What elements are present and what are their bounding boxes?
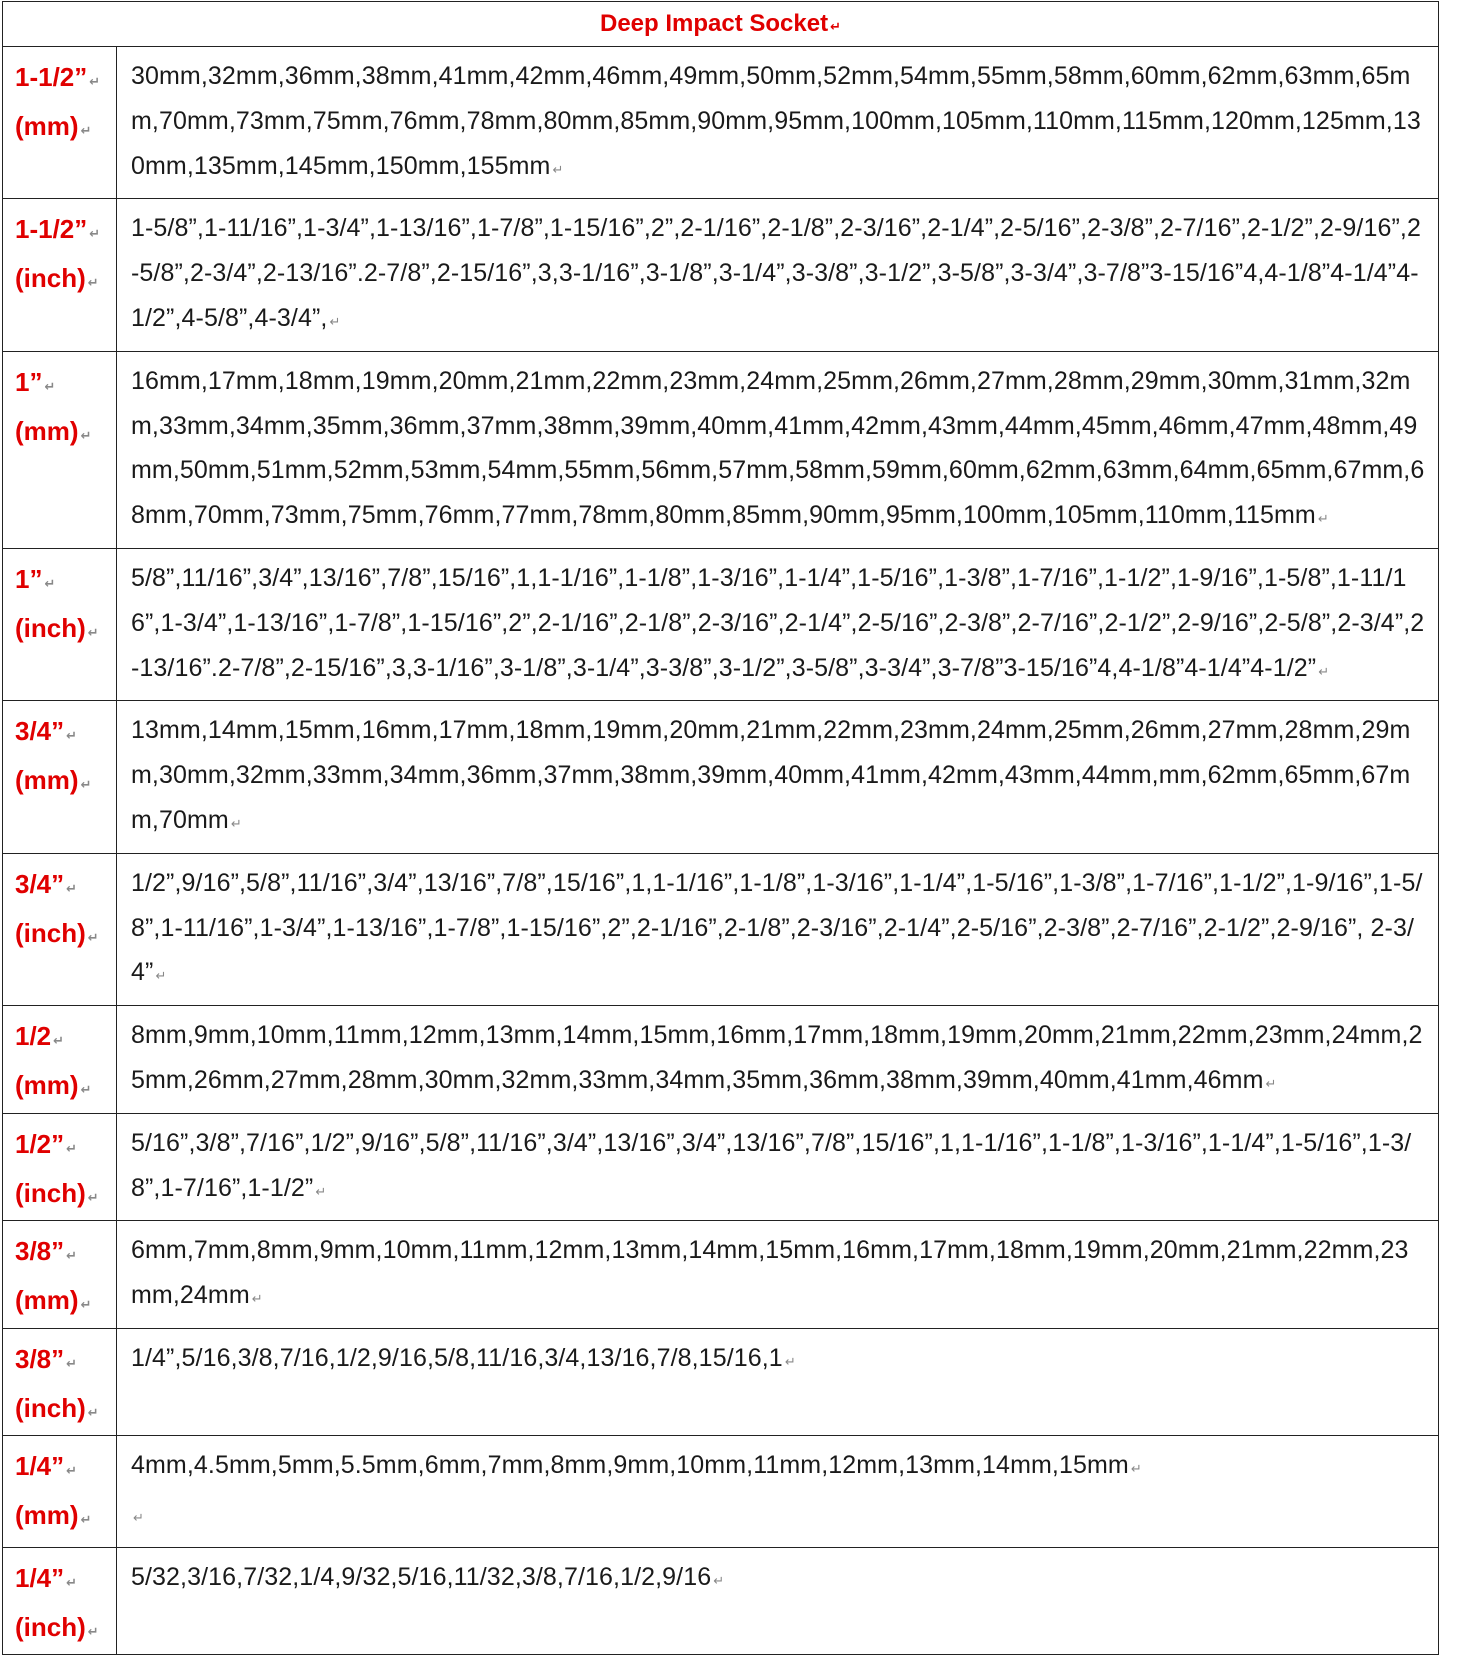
table-row [3, 351, 1439, 548]
drive-size-label: 3/8” ↵ [15, 1236, 78, 1267]
drive-size-cell [3, 1547, 117, 1654]
drive-size-cell [3, 1221, 117, 1329]
paragraph-mark-icon: ↵ [133, 1509, 144, 1525]
sizes-list: 1/4”,5/16,3/8,7/16,1/2,9/16,5/8,11/16,3/4,13/16,7/8,15/16,1 [131, 1343, 783, 1372]
sizes-list: 1-5/8”,1-11/16”,1-3/4”,1-13/16”,1-7/8”,1-15/16”,2”,2-1/16”,2-1/8”,2-3/16”,2-1/4”,2-5/16”,2-3/8”,2-7/16”,2-1/2”,2-9/16”,2-5/8”,2-3/4”,2-13/16”.2-7/8”,2-15/16”,3,3-1/16”,3-1/8”,3-1/4”,3-3/8”,3-1/2”,3-5/8”,3-3/4”,3-7/8”3-15/16”4,4-1/8”4-1/4”4-1/2”,4-5/8”,4-3/4”, [131, 214, 1421, 332]
sizes-list: 5/16”,3/8”,7/16”,1/2”,9/16”,5/8”,11/16”,3/4”,13/16”,3/4”,13/16”,7/8”,15/16”,1,1-1/16”,1-1/8”,1-3/16”,1-1/4”,1-5/16”,1-3/8”,1-7/16”,1-1/2” [131, 1128, 1412, 1202]
unit-label: (mm) ↵ [15, 1285, 92, 1316]
drive-size-label: 1/4” ↵ [15, 1450, 78, 1481]
drive-size-label: 1/4” ↵ [15, 1562, 78, 1593]
unit-label: (inch) ↵ [15, 1177, 99, 1208]
unit-label: (inch) ↵ [15, 612, 99, 643]
sizes-cell: 5/32,3/16,7/32,1/4,9/32,5/16,11/32,3/8,7/16,1/2,9/16 ↵ [117, 1547, 1439, 1654]
sizes-list: 4mm,4.5mm,5mm,5.5mm,6mm,7mm,8mm,9mm,10mm,11mm,12mm,13mm,14mm,15mm [131, 1450, 1129, 1479]
drive-size-cell [3, 1435, 117, 1547]
sizes-cell: 1-5/8”,1-11/16”,1-3/4”,1-13/16”,1-7/8”,1-15/16”,2”,2-1/16”,2-1/8”,2-3/16”,2-1/4”,2-5/16”,2-3/8”,2-7/16”,2-1/2”,2-9/16”,2-5/8”,2-3/4”,2-13/16”.2-7/8”,2-15/16”,3,3-1/16”,3-1/8”,3-1/4”,3-3/8”,3-1/2”,3-5/8”,3-3/4”,3-7/8”3-15/16”4,4-1/8”4-1/4”4-1/2”,4-5/8”,4-3/4”, ↵ [117, 199, 1439, 351]
drive-size-cell [3, 1328, 117, 1435]
drive-size-label: 3/4” ↵ [15, 716, 78, 747]
sizes-list: 13mm,14mm,15mm,16mm,17mm,18mm,19mm,20mm,21mm,22mm,23mm,24mm,25mm,26mm,27mm,28mm,29mm,30mm,32mm,33mm,34mm,36mm,37mm,38mm,39mm,40mm,41mm,42mm,43mm,44mm,mm,62mm,65mm,67mm,70mm [131, 716, 1411, 834]
unit-label: (mm) ↵ [15, 1499, 92, 1530]
sizes-list: 5/32,3/16,7/32,1/4,9/32,5/16,11/32,3/8,7/16,1/2,9/16 [131, 1562, 712, 1591]
sizes-cell: 30mm,32mm,36mm,38mm,41mm,42mm,46mm,49mm,50mm,52mm,54mm,55mm,58mm,60mm,62mm,63mm,65mm,70mm,73mm,75mm,76mm,78mm,80mm,85mm,90mm,95mm,100mm,105mm,110mm,115mm,120mm,125mm,130mm,135mm,145mm,150mm,155mm ↵ [117, 47, 1439, 199]
table-row [3, 548, 1439, 700]
table-row [3, 1547, 1439, 1654]
drive-size-cell [3, 351, 117, 548]
drive-size-label: 1-1/2” ↵ [15, 62, 101, 92]
drive-size-cell [3, 1006, 117, 1114]
drive-size-cell [3, 548, 117, 700]
unit-label: (mm) ↵ [15, 1070, 92, 1101]
drive-size-cell [3, 199, 117, 351]
drive-size-label: 1/2 ↵ [15, 1021, 65, 1052]
unit-label: (mm) ↵ [15, 415, 92, 446]
table-row [3, 1006, 1439, 1114]
sizes-cell: 5/8”,11/16”,3/4”,13/16”,7/8”,15/16”,1,1-1/16”,1-1/8”,1-3/16”,1-1/4”,1-5/16”,1-3/8”,1-7/16”,1-1/2”,1-9/16”,1-5/8”,1-11/16”,1-3/4”,1-13/16”,1-7/8”,1-15/16”,2”,2-1/16”,2-1/8”,2-3/16”,2-1/4”,2-5/16”,2-3/8”,2-7/16”,2-1/2”,2-9/16”,2-5/8”,2-3/4”,2-13/16”.2-7/8”,2-15/16”,3,3-1/16”,3-1/8”,3-1/4”,3-3/8”,3-1/2”,3-5/8”,3-3/4”,3-7/8”3-15/16”4,4-1/8”4-1/4”4-1/2” ↵ [117, 548, 1439, 700]
sizes-list: 16mm,17mm,18mm,19mm,20mm,21mm,22mm,23mm,24mm,25mm,26mm,27mm,28mm,29mm,30mm,31mm,32mm,33mm,34mm,35mm,36mm,37mm,38mm,39mm,40mm,41mm,42mm,43mm,44mm,45mm,46mm,47mm,48mm,49mm,50mm,51mm,52mm,53mm,54mm,55mm,56mm,57mm,58mm,59mm,60mm,62mm,63mm,64mm,65mm,67mm,68mm,70mm,73mm,75mm,76mm,77mm,78mm,80mm,85mm,90mm,95mm,100mm,105mm,110mm,115mm [131, 366, 1425, 530]
table-row [3, 1113, 1439, 1221]
drive-size-label: 1-1/2” ↵ [15, 214, 101, 245]
drive-size-label: 1” ↵ [15, 366, 56, 397]
sizes-list: 6mm,7mm,8mm,9mm,10mm,11mm,12mm,13mm,14mm,15mm,16mm,17mm,18mm,19mm,20mm,21mm,22mm,23mm,24mm [131, 1236, 1409, 1310]
sizes-cell: 8mm,9mm,10mm,11mm,12mm,13mm,14mm,15mm,16mm,17mm,18mm,19mm,20mm,21mm,22mm,23mm,24mm,25mm,26mm,27mm,28mm,30mm,32mm,33mm,34mm,35mm,36mm,38mm,39mm,40mm,41mm,46mm ↵ [117, 1006, 1439, 1114]
table-title-cell [3, 2, 1439, 47]
unit-label: (inch) ↵ [15, 263, 99, 294]
sizes-cell: 13mm,14mm,15mm,16mm,17mm,18mm,19mm,20mm,21mm,22mm,23mm,24mm,25mm,26mm,27mm,28mm,29mm,30mm,32mm,33mm,34mm,36mm,37mm,38mm,39mm,40mm,41mm,42mm,43mm,44mm,mm,62mm,65mm,67mm,70mm ↵ [117, 701, 1439, 853]
deep-impact-socket-table [2, 1, 1439, 1655]
drive-size-cell [3, 701, 117, 853]
sizes-cell: 16mm,17mm,18mm,19mm,20mm,21mm,22mm,23mm,24mm,25mm,26mm,27mm,28mm,29mm,30mm,31mm,32mm,33mm,34mm,35mm,36mm,37mm,38mm,39mm,40mm,41mm,42mm,43mm,44mm,45mm,46mm,47mm,48mm,49mm,50mm,51mm,52mm,53mm,54mm,55mm,56mm,57mm,58mm,59mm,60mm,62mm,63mm,64mm,65mm,67mm,68mm,70mm,73mm,75mm,76mm,77mm,78mm,80mm,85mm,90mm,95mm,100mm,105mm,110mm,115mm ↵ [117, 351, 1439, 548]
table-row [3, 853, 1439, 1005]
sizes-list: 30mm,32mm,36mm,38mm,41mm,42mm,46mm,49mm,50mm,52mm,54mm,55mm,58mm,60mm,62mm,63mm,65mm,70mm,73mm,75mm,76mm,78mm,80mm,85mm,90mm,95mm,100mm,105mm,110mm,115mm,120mm,125mm,130mm,135mm,145mm,150mm,155mm [131, 62, 1421, 180]
title-row [3, 2, 1439, 47]
table-row [3, 1328, 1439, 1435]
sizes-cell: 4mm,4.5mm,5mm,5.5mm,6mm,7mm,8mm,9mm,10mm,11mm,12mm,13mm,14mm,15mm ↵ ↵ [117, 1435, 1439, 1547]
sizes-list: 5/8”,11/16”,3/4”,13/16”,7/8”,15/16”,1,1-1/16”,1-1/8”,1-3/16”,1-1/4”,1-5/16”,1-3/8”,1-7/16”,1-1/2”,1-9/16”,1-5/8”,1-11/16”,1-3/4”,1-13/16”,1-7/8”,1-15/16”,2”,2-1/16”,2-1/8”,2-3/16”,2-1/4”,2-5/16”,2-3/8”,2-7/16”,2-1/2”,2-9/16”,2-5/8”,2-3/4”,2-13/16”.2-7/8”,2-15/16”,3,3-1/16”,3-1/8”,3-1/4”,3-3/8”,3-1/2”,3-5/8”,3-3/4”,3-7/8”3-15/16”4,4-1/8”4-1/4”4-1/2” [131, 563, 1425, 682]
sizes-list: 1/2”,9/16”,5/8”,11/16”,3/4”,13/16”,7/8”,15/16”,1,1-1/16”,1-1/8”,1-3/16”,1-1/4”,1-5/16”,1-3/8”,1-7/16”,1-1/2”,1-9/16”,1-5/8”,1-11/16”,1-3/4”,1-13/16”,1-7/8”,1-15/16”,2”,2-1/16”,2-1/8”,2-3/16”,2-1/4”,2-5/16”,2-3/8”,2-7/16”,2-1/2”,2-9/16”, 2-3/4” [131, 868, 1423, 987]
table-row [3, 199, 1439, 351]
unit-label: (mm) ↵ [15, 111, 92, 141]
unit-label: (inch) ↵ [15, 1611, 99, 1642]
sizes-cell: 1/2”,9/16”,5/8”,11/16”,3/4”,13/16”,7/8”,15/16”,1,1-1/16”,1-1/8”,1-3/16”,1-1/4”,1-5/16”,1-3/8”,1-7/16”,1-1/2”,1-9/16”,1-5/8”,1-11/16”,1-3/4”,1-13/16”,1-7/8”,1-15/16”,2”,2-1/16”,2-1/8”,2-3/16”,2-1/4”,2-5/16”,2-3/8”,2-7/16”,2-1/2”,2-9/16”, 2-3/4” ↵ [117, 853, 1439, 1005]
drive-size-cell [3, 47, 117, 199]
unit-label: (inch) ↵ [15, 1392, 99, 1423]
paragraph-mark-icon: ↵ [830, 19, 841, 34]
drive-size-label: 1/2” ↵ [15, 1128, 78, 1159]
drive-size-label: 1” ↵ [15, 563, 56, 594]
unit-label: (mm) ↵ [15, 765, 92, 796]
table-title: Deep Impact Socket [600, 10, 829, 37]
table-row [3, 1221, 1439, 1329]
sizes-list: 8mm,9mm,10mm,11mm,12mm,13mm,14mm,15mm,16mm,17mm,18mm,19mm,20mm,21mm,22mm,23mm,24mm,25mm,26mm,27mm,28mm,30mm,32mm,33mm,34mm,35mm,36mm,38mm,39mm,40mm,41mm,46mm [131, 1021, 1423, 1094]
unit-label: (inch) ↵ [15, 917, 99, 948]
drive-size-cell [3, 853, 117, 1005]
drive-size-cell [3, 1113, 117, 1221]
drive-size-label: 3/4” ↵ [15, 868, 78, 899]
sizes-cell: 1/4”,5/16,3/8,7/16,1/2,9/16,5/8,11/16,3/4,13/16,7/8,15/16,1 ↵ [117, 1328, 1439, 1435]
sizes-cell: 5/16”,3/8”,7/16”,1/2”,9/16”,5/8”,11/16”,3/4”,13/16”,3/4”,13/16”,7/8”,15/16”,1,1-1/16”,1-1/8”,1-3/16”,1-1/4”,1-5/16”,1-3/8”,1-7/16”,1-1/2” ↵ [117, 1113, 1439, 1221]
table-row [3, 47, 1439, 199]
sizes-cell: 6mm,7mm,8mm,9mm,10mm,11mm,12mm,13mm,14mm,15mm,16mm,17mm,18mm,19mm,20mm,21mm,22mm,23mm,24mm ↵ [117, 1221, 1439, 1329]
drive-size-label: 3/8” ↵ [15, 1343, 78, 1374]
table-row [3, 1435, 1439, 1547]
table-row [3, 701, 1439, 853]
